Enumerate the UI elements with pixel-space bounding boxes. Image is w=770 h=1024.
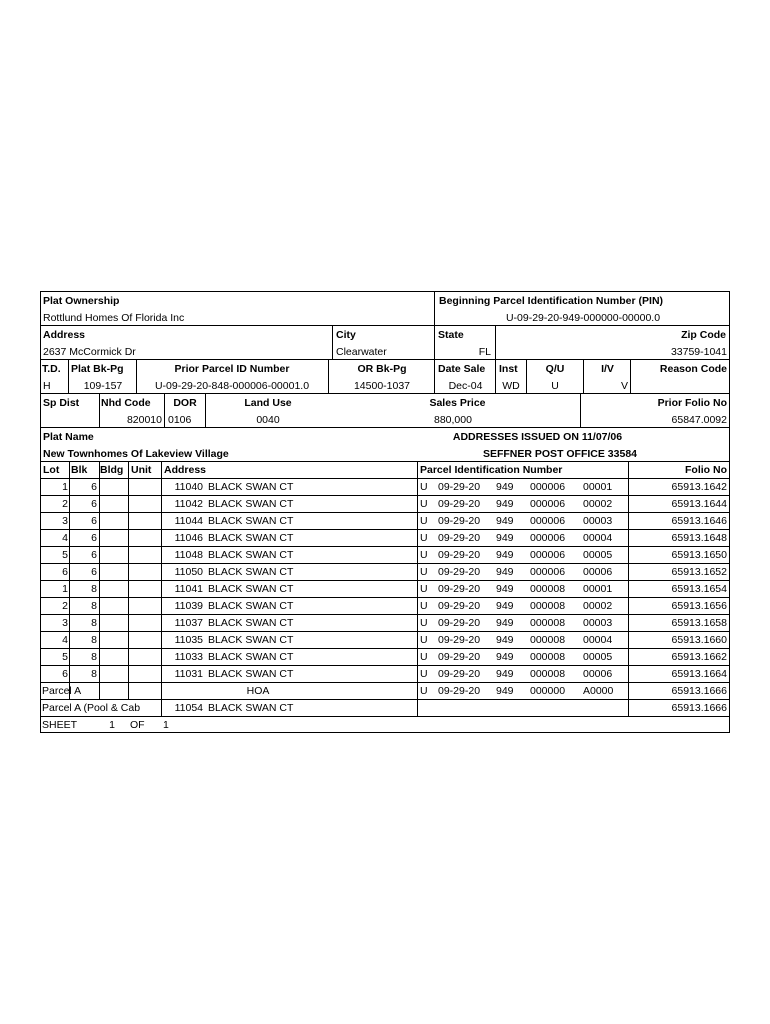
nhd-code-value: 820010 <box>126 414 162 426</box>
lot-cell: Parcel A <box>42 685 82 697</box>
parcel-sub-cell: 949 <box>496 583 514 595</box>
prior-parcel-value: U-09-29-20-848-000006-00001.0 <box>154 380 310 392</box>
address-number-cell: 11040 <box>174 481 203 493</box>
plat-sheet <box>40 291 730 732</box>
parcel-lot-cell: 00004 <box>583 532 613 544</box>
lot-cell: 2 <box>62 498 68 510</box>
address-street-cell: BLACK SWAN CT <box>208 481 294 493</box>
parcel-block-cell: 000000 <box>530 685 566 697</box>
parcel-block-cell: 000008 <box>530 634 566 646</box>
address-number-cell: 11046 <box>174 532 203 544</box>
parcel-sub-cell: 949 <box>496 617 514 629</box>
address-number-cell: 11042 <box>174 498 203 510</box>
lot-cell: 2 <box>62 600 68 612</box>
parcel-str-cell: 09-29-20 <box>438 566 481 578</box>
folio-cell: 65913.1666 <box>671 702 727 714</box>
address-number-cell: 11054 <box>174 702 203 714</box>
parcel-prefix-cell: U <box>420 498 428 510</box>
inst-value: WD <box>502 380 520 392</box>
rule <box>495 359 496 393</box>
table-row <box>40 547 730 564</box>
table-row <box>40 513 730 530</box>
post-office-heading: SEFFNER POST OFFICE 33584 <box>482 448 638 460</box>
sales-price-label: Sales Price <box>429 397 486 409</box>
folio-cell: 65913.1654 <box>671 583 727 595</box>
address-number-cell: 11031 <box>174 668 203 680</box>
address-number-cell: 11035 <box>174 634 203 646</box>
parcel-block-cell: 000006 <box>530 498 566 510</box>
parcel-str-cell: 09-29-20 <box>438 583 481 595</box>
parcel-sub-cell: 949 <box>496 651 514 663</box>
dor-label: DOR <box>173 397 197 409</box>
city-value: Clearwater <box>336 346 387 358</box>
date-sale-value: Dec-04 <box>448 380 483 392</box>
land-use-label: Land Use <box>244 397 292 409</box>
rule <box>328 359 329 393</box>
folio-cell: 65913.1642 <box>671 481 727 493</box>
folio-cell: 65913.1652 <box>671 566 727 578</box>
col-bldg-header: Bldg <box>100 464 124 476</box>
lot-cell: 3 <box>62 617 68 629</box>
parcel-sub-cell: 949 <box>496 600 514 612</box>
zip-label: Zip Code <box>681 329 726 341</box>
parcel-block-cell: 000006 <box>530 566 566 578</box>
iv-label: I/V <box>601 363 614 375</box>
inst-label: Inst <box>499 363 518 375</box>
table-row <box>40 615 730 632</box>
parcel-lot-cell: 00005 <box>583 549 613 561</box>
parcel-prefix-cell: U <box>420 481 428 493</box>
parcel-lot-cell: 00003 <box>583 617 613 629</box>
lot-cell: 5 <box>62 651 68 663</box>
parcel-sub-cell: 949 <box>496 515 514 527</box>
folio-cell: 65913.1656 <box>671 600 727 612</box>
table-row <box>40 479 730 496</box>
blk-cell: 6 <box>91 515 97 527</box>
sales-price-value: 880,000 <box>434 414 472 426</box>
table-row <box>40 666 730 683</box>
lot-cell: 6 <box>62 668 68 680</box>
table-row <box>40 581 730 598</box>
parcel-sub-cell: 949 <box>496 668 514 680</box>
parcel-prefix-cell: U <box>420 668 428 680</box>
parcel-lot-cell: A0000 <box>583 685 614 697</box>
plat-bkpg-label: Plat Bk-Pg <box>71 363 124 375</box>
blk-cell: 8 <box>91 617 97 629</box>
parcel-lot-cell: 00001 <box>583 583 613 595</box>
folio-cell: 65913.1666 <box>671 685 727 697</box>
table-row <box>40 649 730 666</box>
col-unit-header: Unit <box>131 464 152 476</box>
pin-value: U-09-29-20-949-000000-00000.0 <box>505 312 661 324</box>
address-street-cell: BLACK SWAN CT <box>208 532 294 544</box>
parcel-str-cell: 09-29-20 <box>438 498 481 510</box>
rule <box>580 393 581 427</box>
address-street-cell: BLACK SWAN CT <box>208 651 294 663</box>
address-street-cell: BLACK SWAN CT <box>208 634 294 646</box>
parcel-prefix-cell: U <box>420 532 428 544</box>
lot-cell: 4 <box>62 532 68 544</box>
lot-cell: 1 <box>62 583 68 595</box>
folio-cell: 65913.1648 <box>671 532 727 544</box>
parcel-prefix-cell: U <box>420 600 428 612</box>
parcel-lot-cell: 00006 <box>583 566 613 578</box>
col-folio-header: Folio No <box>685 464 727 476</box>
parcel-str-cell: 09-29-20 <box>438 634 481 646</box>
qu-label: Q/U <box>545 363 565 375</box>
parcel-lot-cell: 00002 <box>583 600 613 612</box>
parcel-table-body <box>40 479 730 716</box>
rule <box>40 291 730 292</box>
blk-cell: 8 <box>91 634 97 646</box>
parcel-lot-cell: 00004 <box>583 634 613 646</box>
address-street-cell: BLACK SWAN CT <box>208 617 294 629</box>
parcel-prefix-cell: U <box>420 651 428 663</box>
blk-cell: 8 <box>91 668 97 680</box>
address-street-cell: BLACK SWAN CT <box>208 583 294 595</box>
rule <box>630 359 631 393</box>
lot-cell: 5 <box>62 549 68 561</box>
parcel-prefix-cell: U <box>420 685 428 697</box>
address-street-cell: BLACK SWAN CT <box>208 566 294 578</box>
reason-code-label: Reason Code <box>659 363 727 375</box>
parcel-block-cell: 000008 <box>530 600 566 612</box>
plat-name-label: Plat Name <box>43 431 94 443</box>
address-number-cell: 11050 <box>174 566 203 578</box>
parcel-block-cell: 000006 <box>530 515 566 527</box>
owner-name: Rottlund Homes Of Florida Inc <box>43 312 185 324</box>
state-label: State <box>438 329 464 341</box>
address-street-cell: BLACK SWAN CT <box>208 498 294 510</box>
dor-value: 0106 <box>168 414 192 426</box>
parcel-str-cell: 09-29-20 <box>438 668 481 680</box>
parcel-prefix-cell: U <box>420 617 428 629</box>
or-bkpg-value: 14500-1037 <box>353 380 411 392</box>
city-label: City <box>336 329 356 341</box>
parcel-str-cell: 09-29-20 <box>438 515 481 527</box>
blk-cell: 8 <box>91 600 97 612</box>
address-number-cell: 11041 <box>174 583 203 595</box>
parcel-block-cell: 000006 <box>530 549 566 561</box>
address-street-cell: BLACK SWAN CT <box>208 515 294 527</box>
table-row <box>40 700 730 717</box>
parcel-lot-cell: 00003 <box>583 515 613 527</box>
plat-ownership-label: Plat Ownership <box>43 295 120 307</box>
plat-name-value: New Townhomes Of Lakeview Village <box>43 448 229 460</box>
address-street-cell: BLACK SWAN CT <box>208 702 294 714</box>
parcel-sub-cell: 949 <box>496 498 514 510</box>
blk-cell: 6 <box>91 498 97 510</box>
address-street-cell: BLACK SWAN CT <box>208 668 294 680</box>
sheet-label: SHEET <box>42 719 78 731</box>
address-street-cell: BLACK SWAN CT <box>208 549 294 561</box>
parcel-sub-cell: 949 <box>496 532 514 544</box>
prior-folio-value: 65847.0092 <box>671 414 727 426</box>
table-row <box>40 683 730 700</box>
parcel-sub-cell: 949 <box>496 481 514 493</box>
plat-bkpg-value: 109-157 <box>83 380 123 392</box>
land-use-value: 0040 <box>256 414 280 426</box>
nhd-code-label: Nhd Code <box>101 397 151 409</box>
lot-cell: 4 <box>62 634 68 646</box>
table-row <box>40 632 730 649</box>
zip-value: 33759-1041 <box>670 346 727 358</box>
of-label: OF <box>130 719 145 731</box>
col-address-header: Address <box>164 464 207 476</box>
rule <box>68 359 69 393</box>
parcel-str-cell: 09-29-20 <box>438 651 481 663</box>
state-value: FL <box>478 346 491 358</box>
or-bkpg-label: OR Bk-Pg <box>357 363 407 375</box>
parcel-lot-cell: 00002 <box>583 498 613 510</box>
parcel-prefix-cell: U <box>420 549 428 561</box>
parcel-lot-cell: 00006 <box>583 668 613 680</box>
address-street-cell: HOA <box>246 685 270 697</box>
col-parcel-header: Parcel Identification Number <box>420 464 563 476</box>
parcel-lot-cell: 00005 <box>583 651 613 663</box>
parcel-block-cell: 000006 <box>530 532 566 544</box>
parcel-str-cell: 09-29-20 <box>438 685 481 697</box>
parcel-prefix-cell: U <box>420 515 428 527</box>
date-sale-label: Date Sale <box>438 363 486 375</box>
blk-cell: 6 <box>91 566 97 578</box>
lot-cell: Parcel A (Pool & Cab <box>42 702 141 714</box>
rule <box>434 291 435 393</box>
spdist-label: Sp Dist <box>43 397 80 409</box>
parcel-sub-cell: 949 <box>496 685 514 697</box>
table-row <box>40 530 730 547</box>
parcel-block-cell: 000008 <box>530 651 566 663</box>
folio-cell: 65913.1660 <box>671 634 727 646</box>
folio-cell: 65913.1650 <box>671 549 727 561</box>
folio-cell: 65913.1664 <box>671 668 727 680</box>
td-label: T.D. <box>42 363 61 375</box>
address-number-cell: 11039 <box>174 600 203 612</box>
folio-cell: 65913.1644 <box>671 498 727 510</box>
iv-value: V <box>620 380 628 392</box>
parcel-prefix-cell: U <box>420 566 428 578</box>
address-street-cell: BLACK SWAN CT <box>208 600 294 612</box>
folio-cell: 65913.1662 <box>671 651 727 663</box>
prior-folio-label: Prior Folio No <box>657 397 727 409</box>
folio-cell: 65913.1646 <box>671 515 727 527</box>
pin-label: Beginning Parcel Identification Number (PIN) <box>439 295 664 307</box>
parcel-block-cell: 000008 <box>530 583 566 595</box>
parcel-sub-cell: 949 <box>496 566 514 578</box>
parcel-block-cell: 000008 <box>530 668 566 680</box>
table-row <box>40 598 730 615</box>
parcel-prefix-cell: U <box>420 634 428 646</box>
address-number-cell: 11044 <box>174 515 203 527</box>
col-lot-header: Lot <box>43 464 60 476</box>
blk-cell: 6 <box>91 481 97 493</box>
blk-cell: 8 <box>91 583 97 595</box>
address-number-cell: 11033 <box>174 651 203 663</box>
rule <box>495 325 496 359</box>
rule <box>583 359 584 393</box>
lot-cell: 3 <box>62 515 68 527</box>
address-number-cell: 11037 <box>174 617 203 629</box>
address-label: Address <box>43 329 86 341</box>
blk-cell: 6 <box>91 549 97 561</box>
rule <box>332 325 333 359</box>
sheet-number: 1 <box>109 719 115 731</box>
blk-cell: 6 <box>91 532 97 544</box>
parcel-prefix-cell: U <box>420 583 428 595</box>
parcel-block-cell: 000006 <box>530 481 566 493</box>
address-number-cell: 11048 <box>174 549 203 561</box>
parcel-block-cell: 000008 <box>530 617 566 629</box>
parcel-sub-cell: 949 <box>496 549 514 561</box>
table-row <box>40 496 730 513</box>
addresses-issued-heading: ADDRESSES ISSUED ON 11/07/06 <box>452 431 623 443</box>
lot-cell: 6 <box>62 566 68 578</box>
parcel-str-cell: 09-29-20 <box>438 481 481 493</box>
prior-parcel-label: Prior Parcel ID Number <box>174 363 290 375</box>
blk-cell: 8 <box>91 651 97 663</box>
parcel-str-cell: 09-29-20 <box>438 532 481 544</box>
parcel-str-cell: 09-29-20 <box>438 600 481 612</box>
col-blk-header: Blk <box>71 464 88 476</box>
folio-cell: 65913.1658 <box>671 617 727 629</box>
parcel-sub-cell: 949 <box>496 634 514 646</box>
lot-cell: 1 <box>62 481 68 493</box>
td-value: H <box>43 380 51 392</box>
parcel-str-cell: 09-29-20 <box>438 617 481 629</box>
parcel-lot-cell: 00001 <box>583 481 613 493</box>
address-value: 2637 McCormick Dr <box>43 346 136 358</box>
rule <box>526 359 527 393</box>
qu-value: U <box>551 380 559 392</box>
sheet-total: 1 <box>163 719 169 731</box>
parcel-str-cell: 09-29-20 <box>438 549 481 561</box>
table-row <box>40 564 730 581</box>
